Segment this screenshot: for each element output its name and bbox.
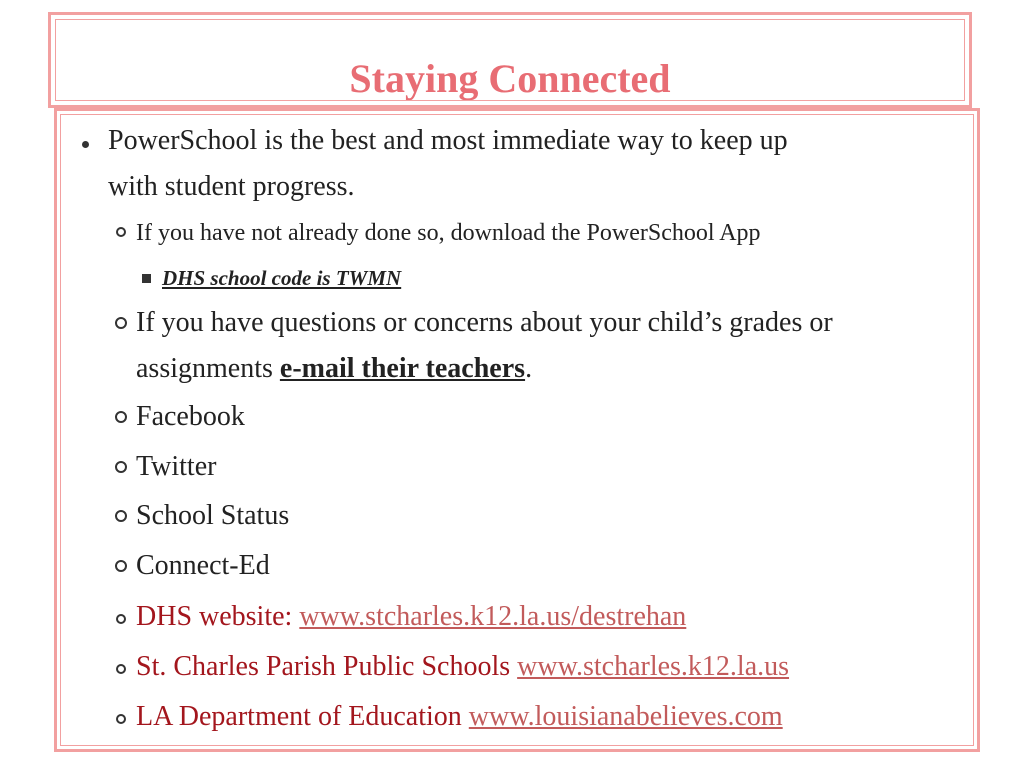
- bullet-ring-icon: [115, 510, 127, 522]
- bullet-ring-icon: [115, 411, 127, 423]
- bullet-square-icon: [142, 274, 151, 283]
- dhs-website-row: [136, 594, 686, 640]
- dhs-website-link[interactable]: www.stcharles.k12.la.us/destrehan: [299, 601, 687, 632]
- bullet-ring-icon: [116, 614, 126, 624]
- scpps-label: St. Charles Parish Public Schools: [136, 651, 518, 682]
- scpps-row: [136, 644, 789, 690]
- bullet-ring-icon: [115, 461, 127, 473]
- download-app-text: If you have not already done so, download the PowerSchool App: [136, 220, 761, 246]
- facebook-item: Facebook: [136, 401, 245, 432]
- questions-line-1: If you have questions or concerns about your child’s grades or: [136, 307, 833, 338]
- ladoe-row: [136, 694, 783, 740]
- dhs-website-label: DHS website:: [136, 601, 300, 632]
- bullet-ring-icon: [116, 714, 126, 724]
- questions-prefix: assignments: [136, 353, 280, 384]
- ladoe-link[interactable]: www.louisianabelieves.com: [468, 701, 783, 732]
- school-status-item: School Status: [136, 500, 290, 531]
- scpps-link[interactable]: www.stcharles.k12.la.us: [517, 651, 790, 682]
- powerschool-line-2: with student progress.: [108, 171, 355, 202]
- connect-ed-item: Connect-Ed: [136, 550, 270, 581]
- bullet-ring-icon: [115, 317, 127, 329]
- questions-line-2: [136, 346, 532, 392]
- bullet-dot-icon: [82, 141, 89, 148]
- school-code-text: DHS school code is TWMN: [162, 266, 402, 290]
- bullet-ring-icon: [116, 227, 126, 237]
- title-box: [48, 12, 972, 108]
- ladoe-label: LA Department of Education: [136, 701, 469, 732]
- email-teachers-link[interactable]: e-mail their teachers: [279, 353, 526, 384]
- page-title: Staying Connected: [349, 56, 671, 101]
- powerschool-line-1: PowerSchool is the best and most immediate way to keep up: [108, 125, 788, 156]
- bullet-ring-icon: [115, 560, 127, 572]
- twitter-item: Twitter: [136, 451, 217, 482]
- questions-suffix: .: [525, 353, 533, 384]
- bullet-ring-icon: [116, 664, 126, 674]
